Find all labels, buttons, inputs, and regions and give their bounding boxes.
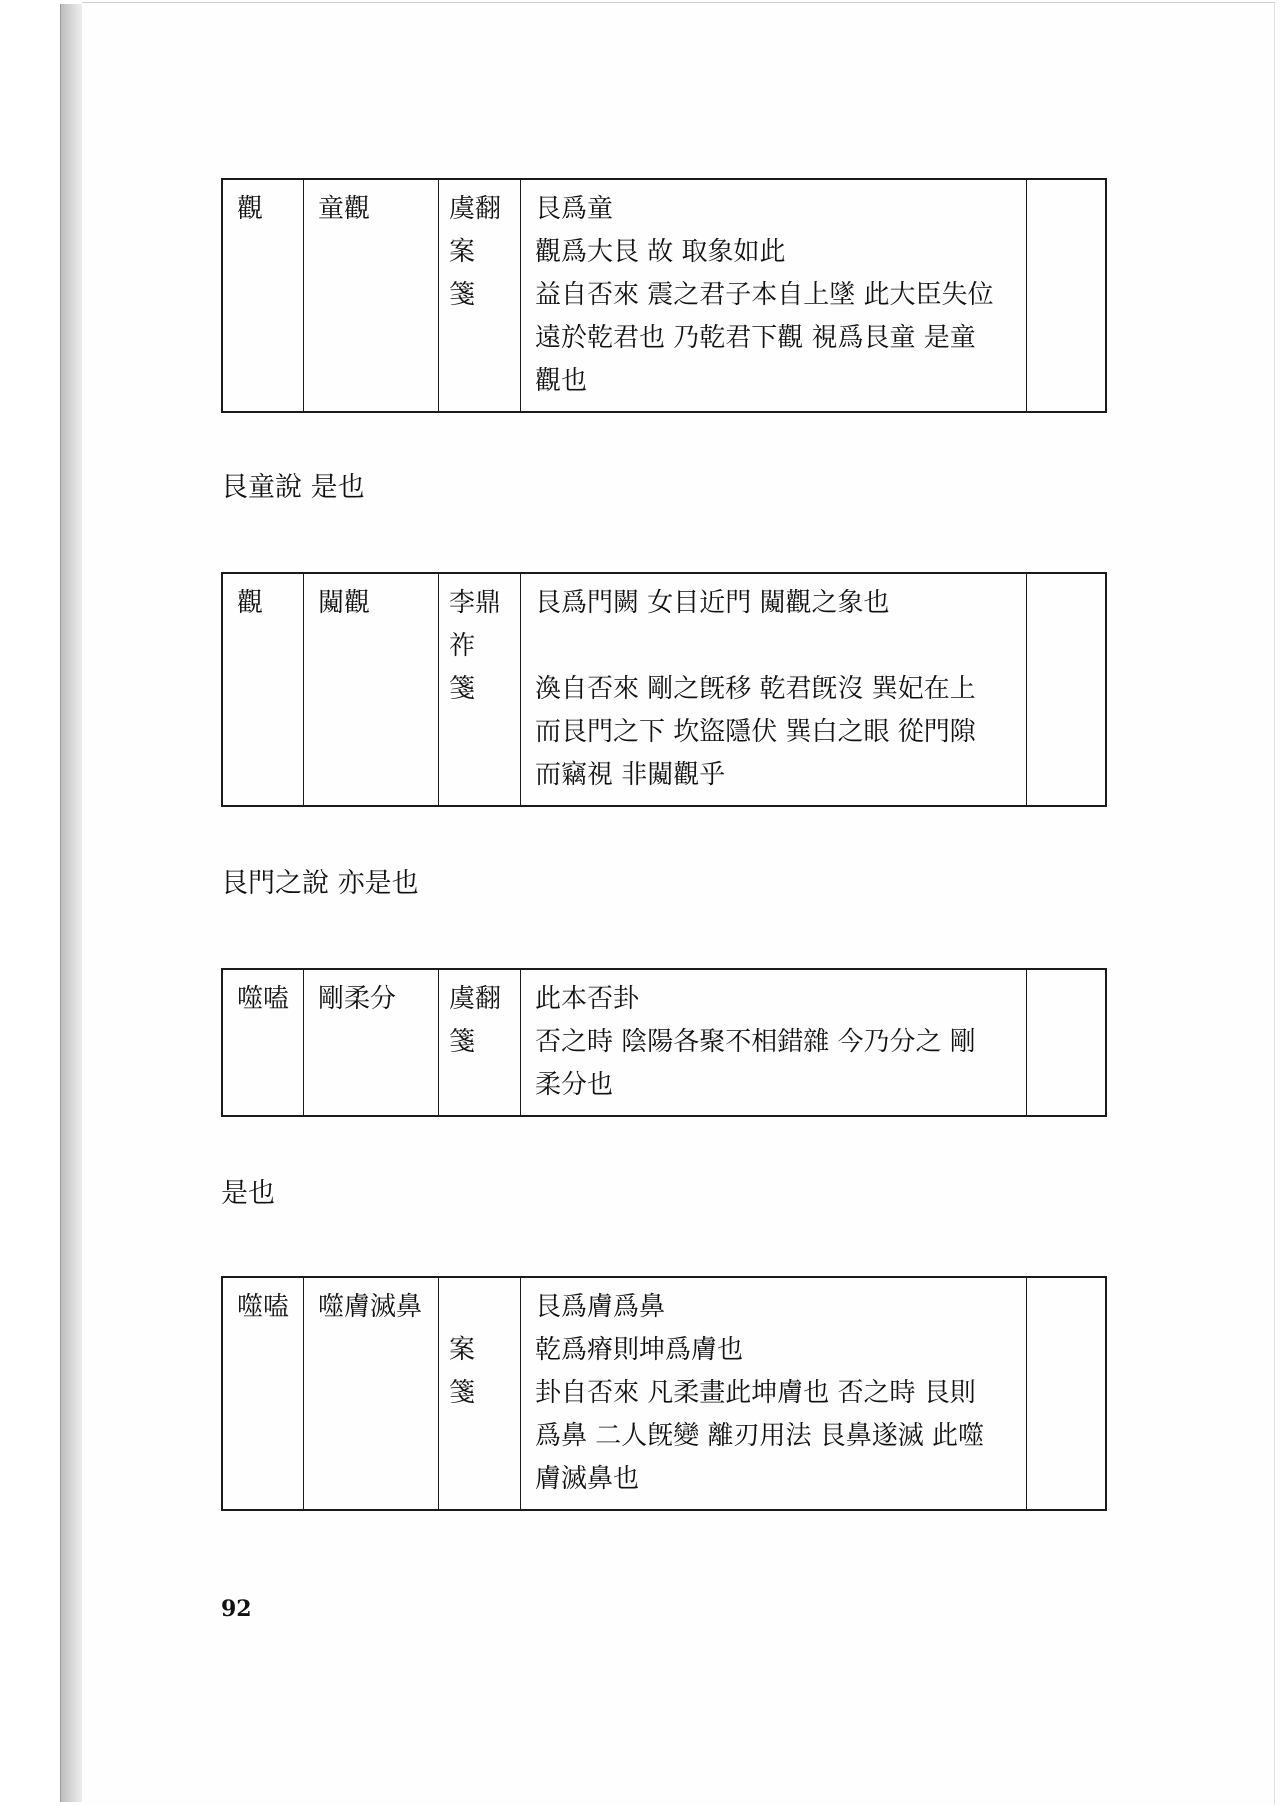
source-cell: 虞翻 案 箋 [438,180,520,411]
source-cell: 案 箋 [438,1278,520,1509]
entry-table [221,968,1107,1117]
term-cell: 噬膚滅鼻 [303,1278,438,1509]
entry-table [221,572,1107,807]
hexagram-cell: 觀 [237,588,264,618]
commentary-cell: 此本否卦 否之時 陰陽各聚不相錯雜 今乃分之 剛 柔分也 [520,970,1026,1115]
term-cell: 闚觀 [303,574,438,805]
hexagram-cell: 觀 [237,194,264,224]
gloss-text: 艮童說 是也 [221,472,365,503]
empty-cell [1026,180,1105,411]
hexagram-cell: 噬嗑 [237,984,290,1014]
source-cell: 李鼎 祚 箋 [438,574,520,805]
empty-cell [1026,574,1105,805]
commentary-cell: 艮爲門闕 女目近門 闚觀之象也 渙自否來 剛之旣移 乾君旣沒 巽妃在上 而艮門之下 坎盜隱伏 巽白之眼 從門隙 而竊視 非闚觀乎 [520,574,1026,805]
term-cell: 剛柔分 [303,970,438,1115]
commentary-cell: 艮爲膚爲鼻 乾爲瘠則坤爲膚也 卦自否來 凡柔畫此坤膚也 否之時 艮則 爲鼻 二人旣變 離刃用法 艮鼻遂滅 此噬 膚滅鼻也 [520,1278,1026,1509]
commentary-cell: 艮爲童 觀爲大艮 故 取象如此 益自否來 震之君子本自上墜 此大臣失位 遠於乾君也 乃乾君下觀 視爲艮童 是童 觀也 [520,180,1026,411]
gloss-text: 艮門之說 亦是也 [221,868,419,899]
source-cell: 虞翻 箋 [438,970,520,1115]
entry-table [221,1276,1107,1511]
empty-cell [1026,1278,1105,1509]
hexagram-cell: 噬嗑 [237,1292,290,1322]
gloss-text: 是也 [221,1178,275,1209]
empty-cell [1026,970,1105,1115]
book-page-edge [60,4,83,1802]
page-number: 92 [221,1596,252,1622]
entry-table [221,178,1107,413]
term-cell: 童觀 [303,180,438,411]
